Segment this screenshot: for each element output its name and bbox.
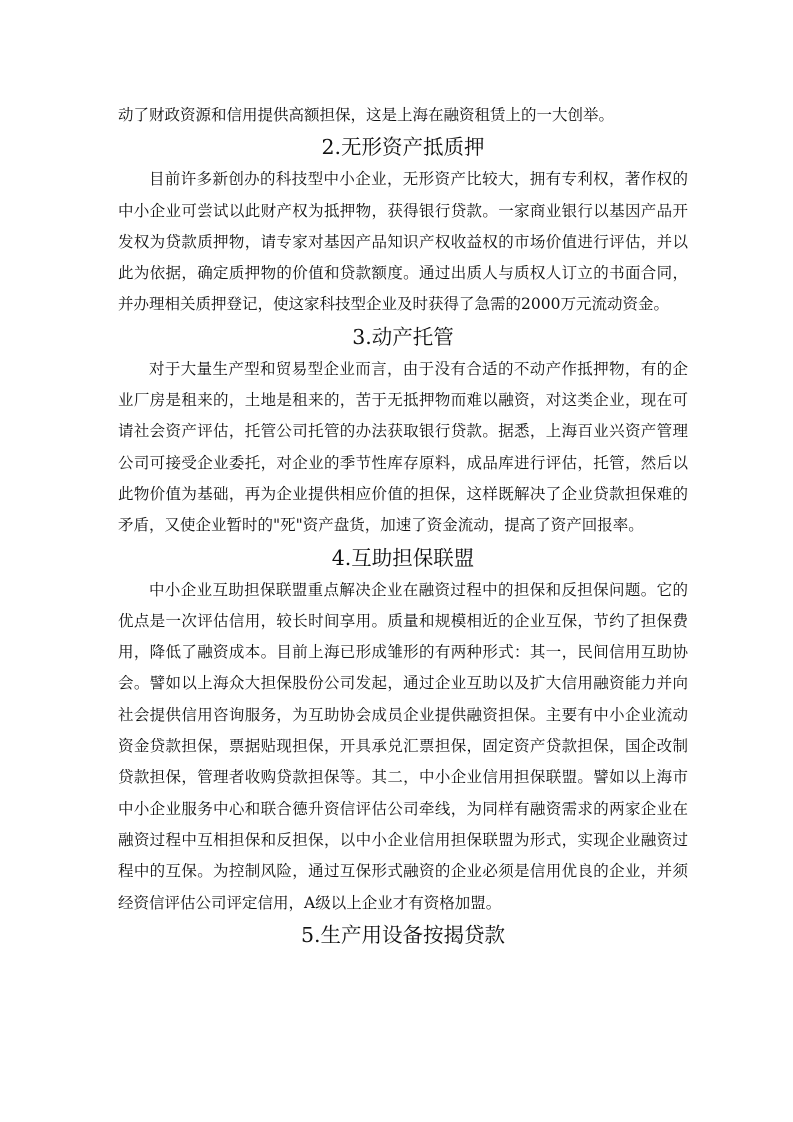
heading-intangible-asset-pledge: 2.无形资产抵质押 <box>321 135 485 160</box>
heading-equipment-mortgage-loan: 5.生产用设备按揭贷款 <box>300 922 506 947</box>
paragraph-intangible-asset-pledge: 目前许多新创办的科技型中小企业，无形资产比较大，拥有专利权，著作权的中小企业可尝试以此财产权为抵押物，获得银行贷款。一家商业银行以基因产品开发权为贷款质押物，请专家对基因产品知识产权收益权的市场价值进行评估，并以此为依据，确定质押物的价值和贷款额度。通过出质人与质权人订立的书面合同，并办理相关质押登记，使这家科技型企业及时获得了急需的2000万元流动资金。 <box>118 170 688 314</box>
heading-movable-property-custody: 3.动产托管 <box>352 324 454 349</box>
paragraph-intro-continuation: 动了财政资源和信用提供高额担保，这是上海在融资租赁上的一大创举。 <box>118 106 615 124</box>
paragraph-mutual-guarantee-alliance: 中小企业互助担保联盟重点解决企业在融资过程中的担保和反担保问题。它的优点是一次评估信用，较长时间享用。质量和规模相近的企业互保，节约了担保费用，降低了融资成本。目前上海已形成雏形的有两种形式：其一，民间信用互助协会。譬如以上海众大担保股份公司发起，通过企业互助以及扩大信用融资能力并向社会提供信用咨询服务，为互助协会成员企业提供融资担保。主要有中小企业流动资金贷款担保，票据贴现担保，开具承兑汇票担保，固定资产贷款担保，国企改制贷款担保，管理者收购贷款担保等。其二，中小企业信用担保联盟。譬如以上海市中小企业服务中心和联合德升资信评估公司牵线，为同样有融资需求的两家企业在融资过程中互相担保和反担保，以中小企业信用担保联盟为形式，实现企业融资过程中的互保。为控制风险，通过互保形式融资的企业必须是信用优良的企业，并须经资信评估公司评定信用，A级以上企业才有资格加盟。 <box>118 580 688 912</box>
heading-mutual-guarantee-alliance: 4.互助担保联盟 <box>331 545 475 570</box>
paragraph-movable-property-custody: 对于大量生产型和贸易型企业而言，由于没有合适的不动产作抵押物，有的企业厂房是租来的，土地是租来的，苦于无抵押物而难以融资，对这类企业，现在可请社会资产评估，托管公司托管的办法获取银行贷款。据悉，上海百业兴资产管理公司可接受企业委托，对企业的季节性库存原料，成品库进行评估，托管，然后以此物价值为基础，再为企业提供相应价值的担保，这样既解决了企业贷款担保难的矛盾，又使企业暂时的"死"资产盘货，加速了资金流动，提高了资产回报率。 <box>118 359 688 535</box>
document-body <box>118 100 688 952</box>
